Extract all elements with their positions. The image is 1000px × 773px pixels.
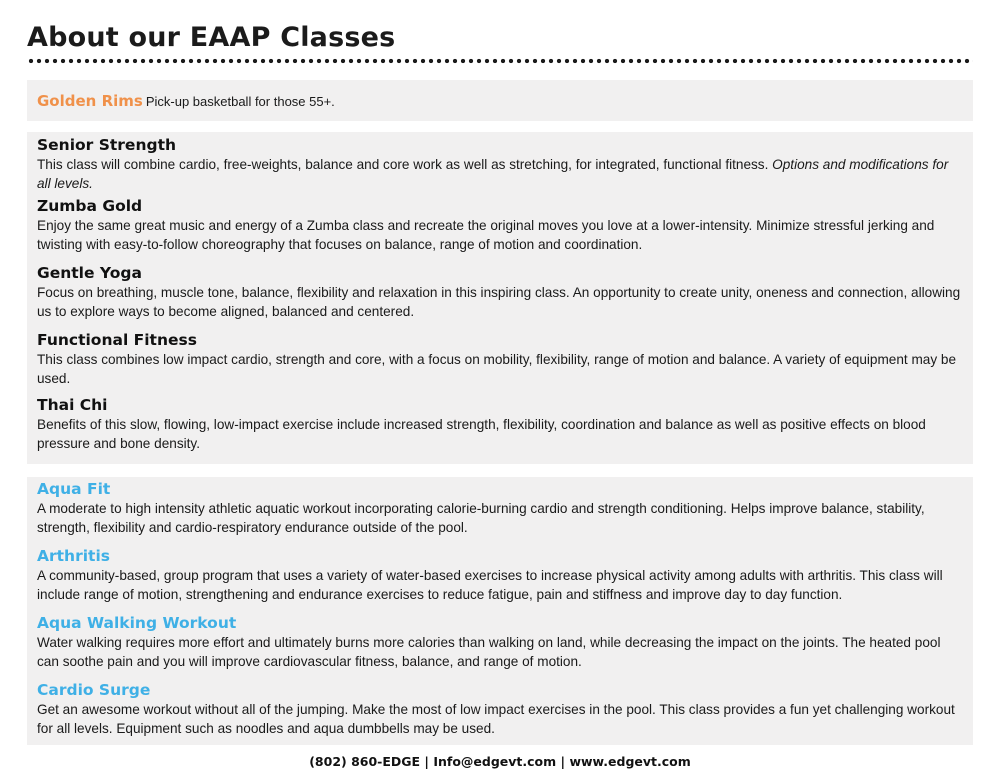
class-description: A moderate to high intensity athletic aquatic workout incorporating calorie-burning cardio and strength conditioning. Helps improve balance, stability, strength, flexibility and cardio-respiratory endurance outside of the pool. xyxy=(37,501,925,535)
class-title: Aqua Fit xyxy=(37,480,111,498)
class-title: Gentle Yoga xyxy=(37,264,142,282)
class-title: Aqua Walking Workout xyxy=(37,614,237,632)
class-title: Cardio Surge xyxy=(37,681,151,699)
class-description: Water walking requires more effort and ultimately burns more calories than walking on land, while decreasing the impact on the joints. The heated pool can soothe pain and you will improve cardiovascular fitness, balance, and range of motion. xyxy=(37,635,941,669)
class-title: Functional Fitness xyxy=(37,331,197,349)
class-description: This class combines low impact cardio, strength and core, with a focus on mobility, flexibility, range of motion and balance. A variety of equipment may be used. xyxy=(37,352,957,386)
class-description: A community-based, group program that uses a variety of water-based exercises to increase physical activity among adults with arthritis. This class will include range of motion, strengthening and endurance exercises to reduce fatigue, pain and stiffness and improve day to day function. xyxy=(37,568,943,602)
featured-panel xyxy=(27,80,973,121)
aqua-classes-panel xyxy=(27,477,973,745)
class-description-text: This class will combine cardio, free-weights, balance and core work as well as stretching, for integrated, functional fitness. xyxy=(37,157,769,172)
class-item xyxy=(37,614,963,671)
class-item xyxy=(37,197,963,254)
page-title: About our EAAP Classes xyxy=(27,22,396,53)
class-item xyxy=(37,331,963,388)
class-item xyxy=(37,681,963,738)
footer-contact: (802) 860-EDGE | Info@edgevt.com | www.edgevt.com xyxy=(309,754,691,769)
class-description xyxy=(37,155,963,193)
class-description: Enjoy the same great music and energy of a Zumba class and recreate the original moves you love at a lower-intensity. Minimize stressful jerking and twisting with easy-to-follow choreography that focuses on balance, range of motion and coordination. xyxy=(37,218,935,252)
class-title: Arthritis xyxy=(37,547,110,565)
featured-class-description: Pick-up basketball for those 55+. xyxy=(145,94,335,109)
class-item xyxy=(37,480,963,537)
class-note: Options and modifications for all levels. xyxy=(37,157,949,191)
class-item xyxy=(37,396,963,453)
class-description: Focus on breathing, muscle tone, balance, flexibility and relaxation in this inspiring class. An opportunity to create unity, oneness and connection, allowing us to explore ways to become aligned, balanced and centered. xyxy=(37,285,961,319)
featured-class-title: Golden Rims xyxy=(37,92,143,110)
class-title: Thai Chi xyxy=(37,396,108,414)
class-title: Senior Strength xyxy=(37,136,177,154)
class-title: Zumba Gold xyxy=(37,197,143,215)
class-item xyxy=(37,264,963,321)
class-description: Get an awesome workout without all of the jumping. Make the most of low impact exercises in the pool. This class provides a fun yet challenging workout for all levels. Equipment such as noodles and aqua dumbbells may be used. xyxy=(37,702,955,736)
class-item xyxy=(37,136,963,193)
land-classes-panel xyxy=(27,132,973,464)
class-item xyxy=(37,547,963,604)
class-description: Benefits of this slow, flowing, low-impact exercise include increased strength, flexibility, coordination and balance as well as positive effects on blood pressure and bone density. xyxy=(37,417,926,451)
dotted-divider xyxy=(27,58,973,64)
